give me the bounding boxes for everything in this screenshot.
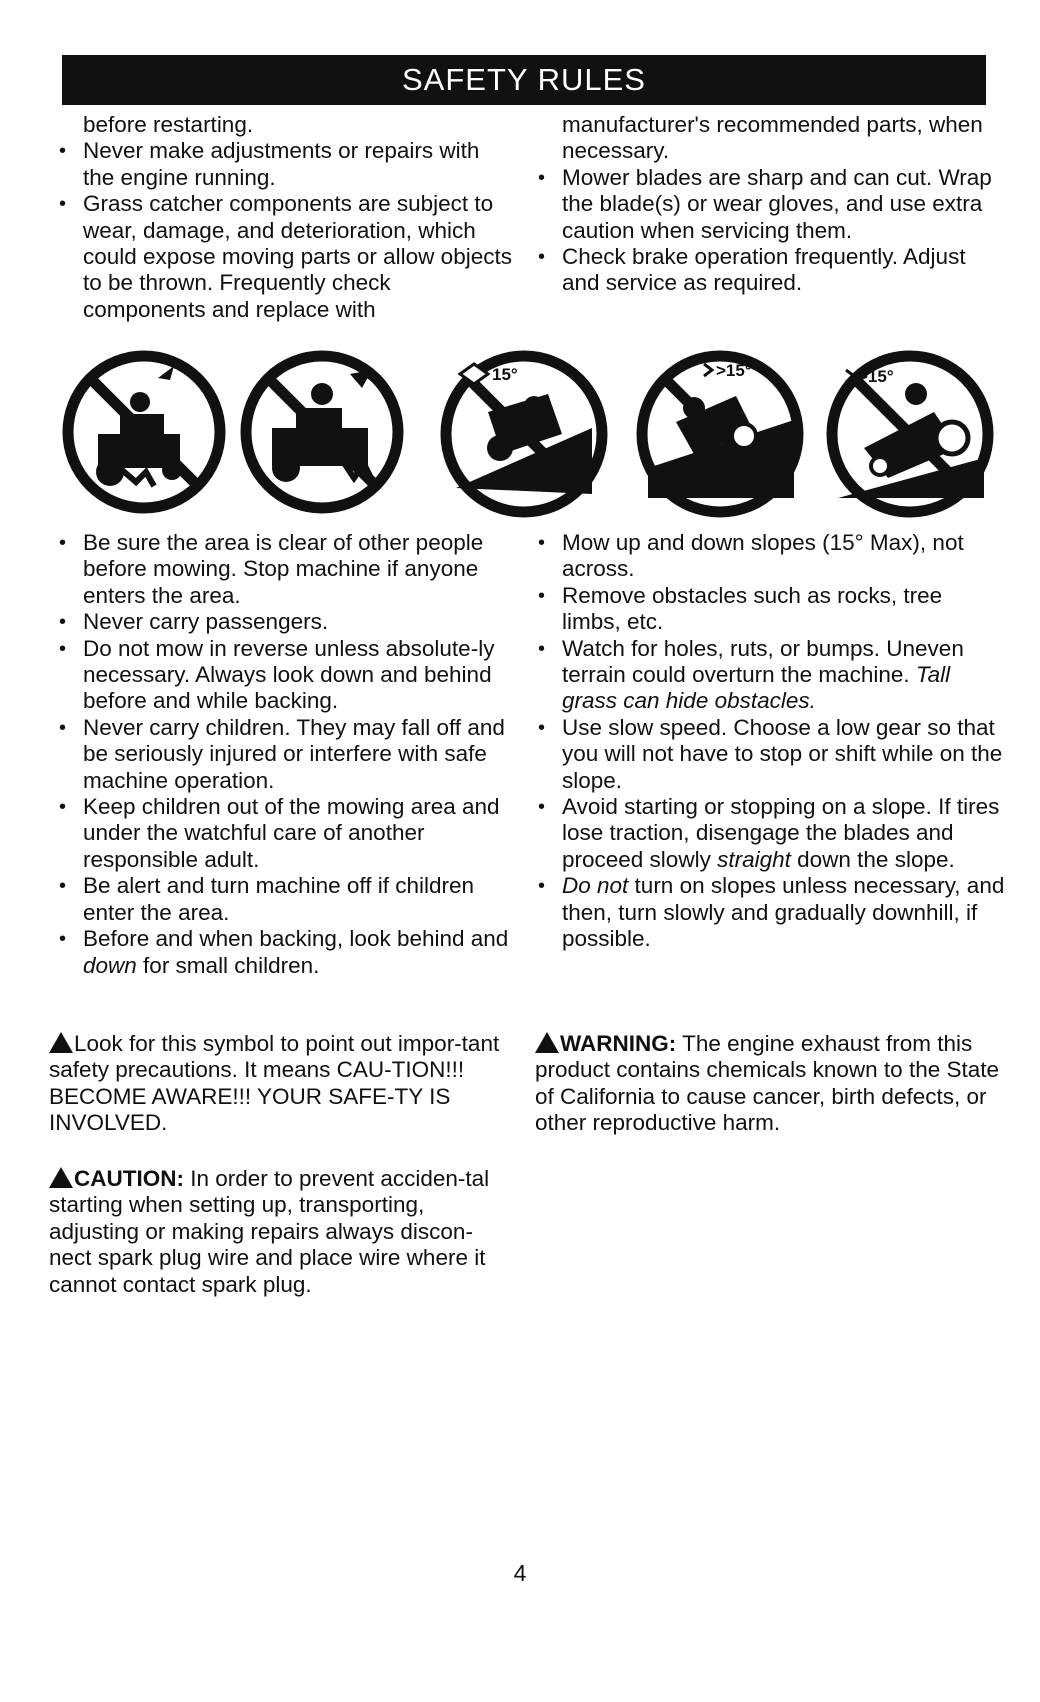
bullet-item: • Remove obstacles such as rocks, tree limbs, etc. [535, 583, 1005, 636]
no-passengers-rear-icon [238, 348, 406, 516]
bullet-item: • Never carry children. They may fall off and be seriously injured or interfere with safe machine operation. [56, 715, 516, 794]
bullet-item: • Mower blades are sharp and can cut. Wrap the blade(s) or wear gloves, and use extra caution when servicing them. [535, 165, 995, 244]
emphasis-text: Do not [562, 873, 629, 899]
mid-right-bullets [535, 530, 1005, 953]
notice-text: Look for this symbol to point out impor-tant safety precautions. It means CAU-TION!!! BECOME AWARE!!! YOUR SAFE-TY IS INVOLVED. [49, 1031, 500, 1136]
mid-left-column [56, 530, 516, 979]
bullet-text: for small children. [136, 952, 320, 978]
bullet-text: down the slope. [790, 846, 955, 872]
no-slope-across-icon [438, 348, 610, 520]
emphasis-text: Tall grass can hide obstacles. [562, 662, 951, 714]
top-left-bullets [56, 138, 516, 323]
slope-label: >15° [716, 361, 752, 380]
safety-symbol-notice [49, 1030, 509, 1137]
no-passengers-icon [60, 348, 228, 516]
slope-label: >15° [858, 367, 894, 386]
bullet-item [535, 794, 1005, 873]
notice-text: In order to prevent acciden-tal starting when setting up, transporting, adjusting or making repairs always discon-nect spark plug wire and place wire where it cannot contact spark plug. [49, 1166, 490, 1297]
bullet-text: turn on slopes unless necessary, and then, turn slowly and gradually downhill, if possible. [562, 873, 1005, 952]
page-number: 4 [513, 1560, 527, 1586]
caution-notice [49, 1165, 509, 1298]
bullet-item: • Do not mow in reverse unless absolute-ly necessary. Always look down and behind before and while backing. [56, 636, 516, 715]
emphasis-text: straight [717, 846, 791, 872]
caution-label: CAUTION: [74, 1166, 184, 1191]
bullet-item [56, 926, 516, 979]
safety-icons-row [58, 348, 998, 520]
no-slope-uphill-icon [824, 348, 996, 520]
bullet-item: • Check brake operation frequently. Adjust and service as required. [535, 244, 995, 297]
continuation-text: before restarting. [83, 112, 254, 137]
top-left-column [56, 112, 516, 323]
bullet-item: • Be sure the area is clear of other people before mowing. Stop machine if anyone enters the area. [56, 530, 516, 609]
page-header [62, 55, 986, 105]
bullet-text: Before and when backing, look behind and [83, 926, 509, 952]
mid-right-column [535, 530, 1005, 953]
header-title: SAFETY RULES [401, 62, 646, 97]
warning-triangle-icon [49, 1032, 73, 1053]
bullet-text: Avoid starting or stopping on a slope. If tires lose traction, disengage the blades and proceed slowly [562, 794, 1000, 872]
top-right-bullets [535, 165, 995, 297]
emphasis-text: down [83, 952, 137, 978]
warning-triangle-icon [49, 1167, 73, 1188]
bullet-item [535, 636, 1005, 715]
top-right-column [535, 112, 995, 297]
warning-notice [535, 1030, 1005, 1137]
warning-triangle-icon [535, 1032, 559, 1053]
bullet-item: • Use slow speed. Choose a low gear so that you will not have to stop or shift while on the slope. [535, 715, 1005, 794]
warning-label: WARNING: [560, 1031, 677, 1056]
bullet-item: • Never make adjustments or repairs with the engine running. [56, 138, 516, 191]
continuation-text: manufacturer's recommended parts, when necessary. [562, 112, 983, 164]
bullet-item: • Never carry passengers. [56, 609, 516, 635]
no-slope-downhill-icon [634, 348, 806, 520]
bullet-text: Watch for holes, ruts, or bumps. Uneven terrain could overturn the machine. [562, 635, 964, 688]
bullet-item: • Be alert and turn machine off if children enter the area. [56, 873, 516, 926]
bullet-item: • Grass catcher components are subject to wear, damage, and deterioration, which could expose moving parts or allow objects to be thrown. Frequently check components and replace with [56, 191, 516, 323]
slope-label: 15° [492, 365, 518, 384]
bullet-item [535, 873, 1005, 952]
bullet-item: • Keep children out of the mowing area and under the watchful care of another responsible adult. [56, 794, 516, 873]
notice-text: The engine exhaust from this product contains chemicals known to the State of California to cause cancer, birth defects, or other reproductive harm. [535, 1031, 1000, 1136]
mid-left-bullets [56, 530, 516, 979]
bullet-item: • Mow up and down slopes (15° Max), not across. [535, 530, 1005, 583]
